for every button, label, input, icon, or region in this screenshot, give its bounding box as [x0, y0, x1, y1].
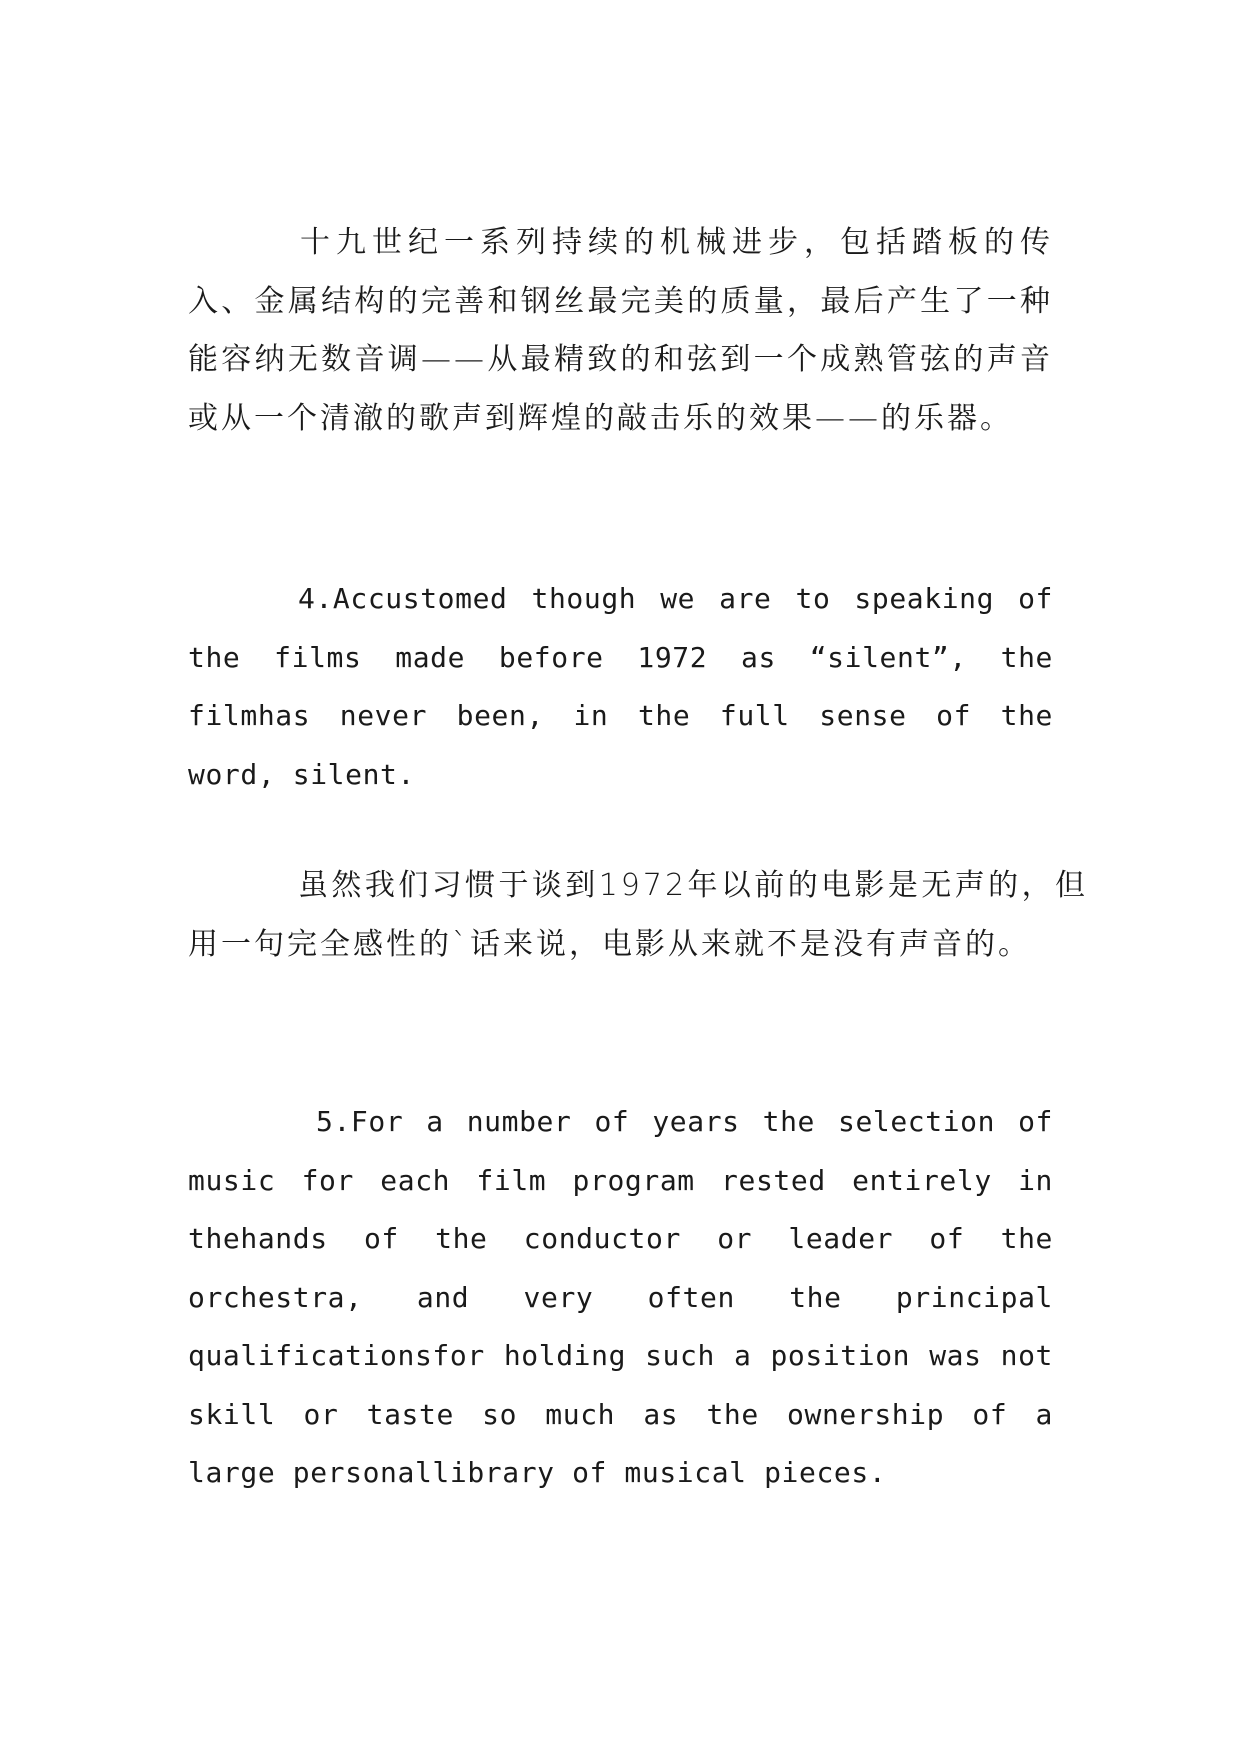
- paragraph-english-film-music: 5.For a number of years the selection of music for each film program rested entirely in thehands of the conductor or leader of the orchestra, and very often the principal qualificationsfor holding such a position was not skill or taste so much as the ownership of a large personallibrary of musical pieces.: [188, 1105, 1053, 1489]
- paragraph-chinese-silent-films: 虽然我们习惯于谈到1972年以前的电影是无声的，但用一句完全感性的`话来说，电影从来就不是没有声音的。: [188, 868, 1088, 962]
- paragraph-english-silent-films: 4.Accustomed though we are to speaking of the films made before 1972 as “silent”, the filmhas never been, in the full sense of the word, silent.: [188, 582, 1053, 791]
- paragraph-chinese-piano-history: 十九世纪一系列持续的机械进步，包括踏板的传入、金属结构的完善和钢丝最完美的质量，最后产生了一种能容纳无数音调——从最精致的和弦到一个成熟管弦的声音或从一个清澈的歌声到辉煌的敲击乐的效果——的乐器。: [188, 225, 1053, 436]
